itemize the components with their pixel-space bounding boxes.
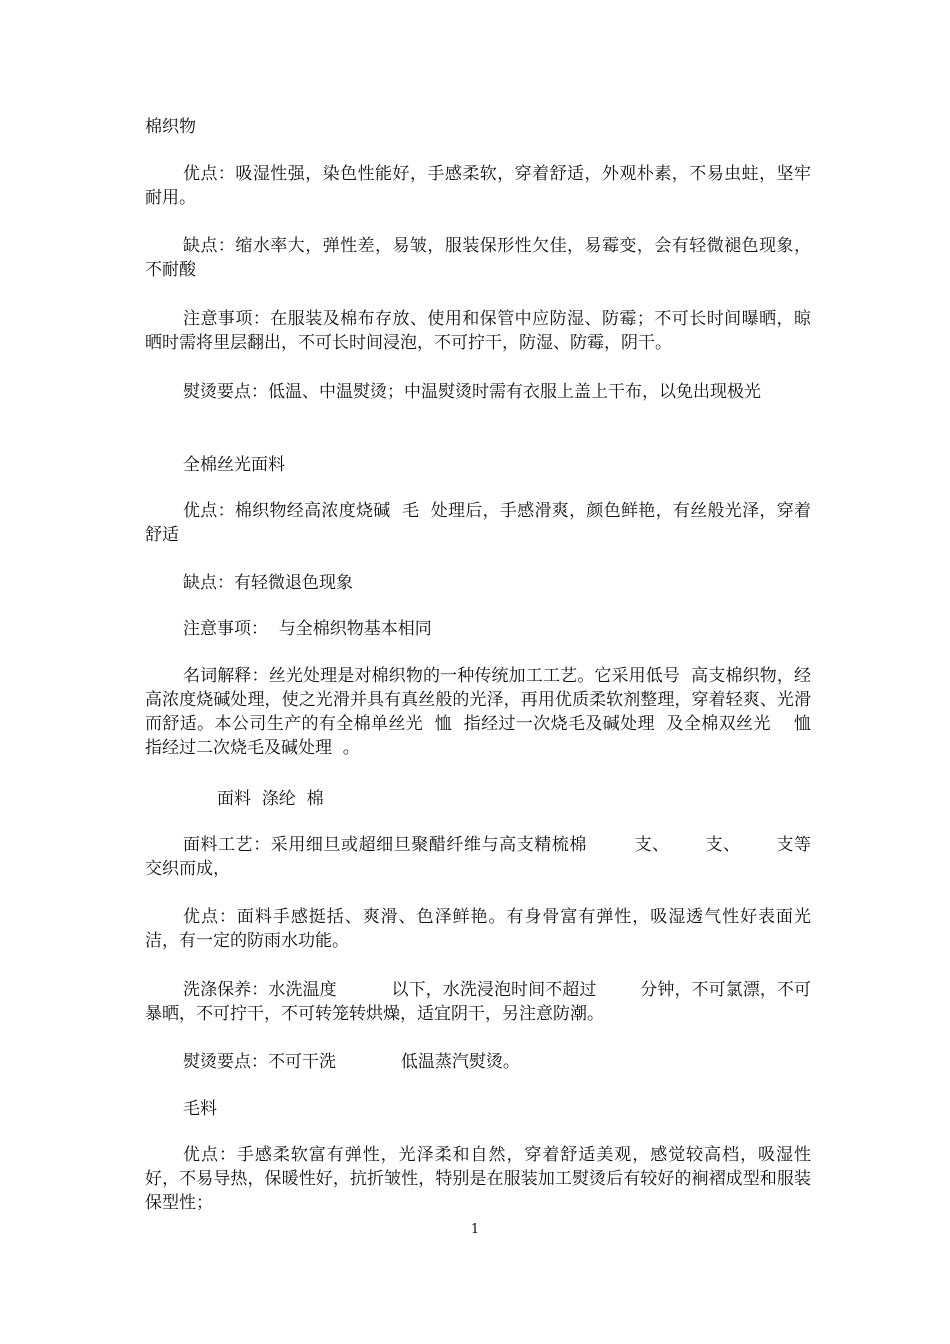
- heading-poly-cotton: 面料 涤纶 棉: [217, 789, 324, 809]
- poly-cotton-process: 面料工艺：采用细旦或超细旦聚醋纤维与高支精梳棉 支、 支、 支等 交织而成，: [145, 835, 822, 879]
- wool-advantages: 优点：手感柔软富有弹性，光泽柔和自然，穿着舒适美观，感觉较高档，吸湿性好，不易导热，保暖性好，抗折皱性，特别是在服装加工熨烫后有较好的裥褶成型和服装保型性；: [145, 1145, 811, 1213]
- mercerized-glossary: 名词解释：丝光处理是对棉织物的一种传统加工工艺。它采用低号 高支棉织物，经高浓度烧碱处理，使之光滑并具有真丝般的光泽，再用优质柔软剂整理，穿着轻爽、光滑而舒适。本公司生产的有全棉单丝光 恤 指经过一次烧毛及碱处理 及全棉双丝光 恤 指经过二次烧毛及碱处理 。: [145, 666, 822, 758]
- page-number: 1: [470, 1222, 480, 1237]
- poly-cotton-ironing: 熨烫要点：不可干洗 低温蒸汽熨烫。: [183, 1052, 520, 1072]
- heading-wool: 毛料: [183, 1099, 217, 1119]
- heading-mercerized-cotton: 全棉丝光面料: [183, 455, 285, 475]
- poly-cotton-advantages: 优点：面料手感挺括、爽滑、色泽鲜艳。有身骨富有弹性，吸湿透气性好表面光洁，有一定的防雨水功能。: [145, 907, 811, 951]
- cotton-advantages: 优点：吸湿性强，染色性能好，手感柔软，穿着舒适，外观朴素，不易虫蛀，坚牢耐用。: [145, 164, 811, 208]
- cotton-care-notes: 注意事项：在服装及棉布存放、使用和保管中应防湿、防霉；不可长时间曝晒，晾晒时需将里层翻出，不可长时间浸泡，不可拧干，防湿、防霉，阴干。: [145, 309, 811, 353]
- cotton-ironing: 熨烫要点：低温、中温熨烫；中温熨烫时需有衣服上盖上干布，以免出现极光: [183, 382, 761, 402]
- mercerized-care-notes: 注意事项： 与全棉织物基本相同: [183, 619, 432, 639]
- cotton-disadvantages: 缺点：缩水率大，弹性差，易皱，服装保形性欠佳，易霉变，会有轻微褪色现象，不耐酸: [145, 236, 811, 280]
- mercerized-advantages: 优点：棉织物经高浓度烧碱 毛 处理后，手感滑爽，颜色鲜艳，有丝般光泽，穿着舒适: [145, 501, 811, 545]
- mercerized-disadvantages: 缺点：有轻微退色现象: [183, 573, 353, 593]
- heading-cotton-fabric: 棉织物: [145, 117, 196, 137]
- poly-cotton-washing: 洗涤保养：水洗温度 以下，水洗浸泡时间不超过 分钟，不可氯漂，不可暴晒，不可拧干，不可转笼转烘燥，适宜阴干，另注意防潮。: [145, 980, 811, 1024]
